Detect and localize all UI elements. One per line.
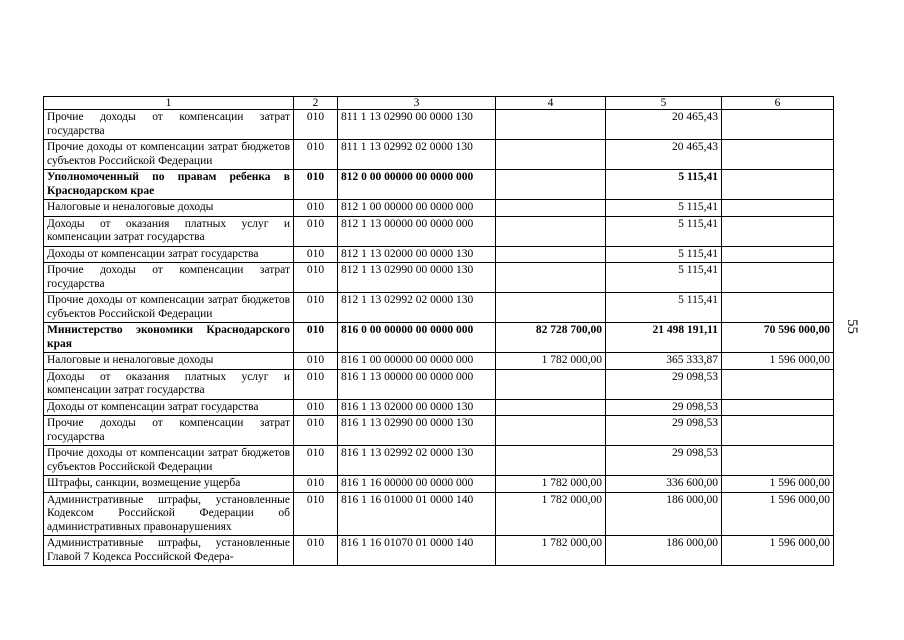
row-col4-cell — [496, 170, 606, 200]
row-col4-cell: 1 782 000,00 — [496, 536, 606, 566]
row-code-cell: 010 — [294, 446, 338, 476]
row-col5-cell: 20 465,43 — [606, 140, 722, 170]
row-code-cell: 010 — [294, 416, 338, 446]
row-name-cell: Прочие доходы от компенсации затрат бюджетов субъектов Российской Федерации — [44, 140, 294, 170]
row-col4-cell — [496, 293, 606, 323]
row-code-cell: 010 — [294, 263, 338, 293]
row-name-cell: Налоговые и неналоговые доходы — [44, 353, 294, 370]
row-name-cell: Административные штрафы, установленные Главой 7 Кодекса Российской Федера- — [44, 536, 294, 566]
row-col4-cell — [496, 246, 606, 263]
row-code-cell: 010 — [294, 216, 338, 246]
row-col4-cell: 82 728 700,00 — [496, 323, 606, 353]
row-kbk-cell: 816 1 16 01000 01 0000 140 — [338, 492, 496, 536]
row-col4-cell — [496, 399, 606, 416]
row-code-cell: 010 — [294, 110, 338, 140]
row-kbk-cell: 812 1 00 00000 00 0000 000 — [338, 200, 496, 217]
table-row — [44, 140, 834, 170]
row-col5-cell: 29 098,53 — [606, 399, 722, 416]
row-name-cell: Министерство экономики Краснодарского края — [44, 323, 294, 353]
row-col5-cell: 186 000,00 — [606, 492, 722, 536]
row-col4-cell — [496, 263, 606, 293]
row-code-cell: 010 — [294, 170, 338, 200]
row-name-cell: Доходы от оказания платных услуг и компенсации затрат государства — [44, 216, 294, 246]
table-row — [44, 536, 834, 566]
table-row — [44, 416, 834, 446]
row-col4-cell: 1 782 000,00 — [496, 492, 606, 536]
row-col6-cell — [722, 263, 834, 293]
row-code-cell: 010 — [294, 200, 338, 217]
row-col5-cell: 29 098,53 — [606, 416, 722, 446]
row-col6-cell — [722, 110, 834, 140]
row-col4-cell: 1 782 000,00 — [496, 353, 606, 370]
row-kbk-cell: 816 1 13 02992 02 0000 130 — [338, 446, 496, 476]
row-col4-cell — [496, 216, 606, 246]
row-col4-cell — [496, 369, 606, 399]
row-kbk-cell: 816 1 00 00000 00 0000 000 — [338, 353, 496, 370]
row-kbk-cell: 812 1 13 02000 00 0000 130 — [338, 246, 496, 263]
row-col5-cell: 21 498 191,11 — [606, 323, 722, 353]
row-code-cell: 010 — [294, 246, 338, 263]
table-row — [44, 353, 834, 370]
row-kbk-cell: 816 1 13 00000 00 0000 000 — [338, 369, 496, 399]
row-code-cell: 010 — [294, 323, 338, 353]
row-kbk-cell: 816 1 16 00000 00 0000 000 — [338, 476, 496, 493]
row-kbk-cell: 811 1 13 02992 02 0000 130 — [338, 140, 496, 170]
row-col4-cell — [496, 446, 606, 476]
row-col5-cell: 336 600,00 — [606, 476, 722, 493]
table-row — [44, 246, 834, 263]
row-kbk-cell: 811 1 13 02990 00 0000 130 — [338, 110, 496, 140]
row-col6-cell — [722, 369, 834, 399]
table-row — [44, 369, 834, 399]
row-code-cell: 010 — [294, 293, 338, 323]
row-col5-cell: 186 000,00 — [606, 536, 722, 566]
table-row — [44, 170, 834, 200]
column-header: 4 — [496, 97, 606, 110]
row-name-cell: Прочие доходы от компенсации затрат бюджетов субъектов Российской Федерации — [44, 446, 294, 476]
row-col4-cell — [496, 110, 606, 140]
row-name-cell: Доходы от компенсации затрат государства — [44, 399, 294, 416]
table-row — [44, 110, 834, 140]
table-body — [44, 110, 834, 566]
row-col5-cell: 5 115,41 — [606, 263, 722, 293]
row-name-cell: Прочие доходы от компенсации затрат государства — [44, 416, 294, 446]
table-row — [44, 492, 834, 536]
row-col5-cell: 5 115,41 — [606, 170, 722, 200]
row-col6-cell: 1 596 000,00 — [722, 476, 834, 493]
header-row — [44, 97, 834, 110]
row-kbk-cell: 812 1 13 02992 02 0000 130 — [338, 293, 496, 323]
row-col5-cell: 5 115,41 — [606, 200, 722, 217]
row-col6-cell — [722, 416, 834, 446]
row-kbk-cell: 816 1 13 02990 00 0000 130 — [338, 416, 496, 446]
table-row — [44, 200, 834, 217]
page-number: 55 — [844, 319, 860, 334]
row-code-cell: 010 — [294, 353, 338, 370]
row-code-cell: 010 — [294, 536, 338, 566]
row-col6-cell — [722, 216, 834, 246]
table-row — [44, 446, 834, 476]
row-col5-cell: 29 098,53 — [606, 446, 722, 476]
column-header: 1 — [44, 97, 294, 110]
table-row — [44, 293, 834, 323]
row-kbk-cell: 816 1 16 01070 01 0000 140 — [338, 536, 496, 566]
row-col6-cell: 70 596 000,00 — [722, 323, 834, 353]
row-kbk-cell: 816 0 00 00000 00 0000 000 — [338, 323, 496, 353]
row-name-cell: Уполномоченный по правам ребенка в Краснодарском крае — [44, 170, 294, 200]
row-col6-cell — [722, 293, 834, 323]
row-col5-cell: 29 098,53 — [606, 369, 722, 399]
row-name-cell: Доходы от компенсации затрат государства — [44, 246, 294, 263]
row-kbk-cell: 812 1 13 02990 00 0000 130 — [338, 263, 496, 293]
row-name-cell: Прочие доходы от компенсации затрат бюджетов субъектов Российской Федерации — [44, 293, 294, 323]
column-header: 2 — [294, 97, 338, 110]
row-kbk-cell: 816 1 13 02000 00 0000 130 — [338, 399, 496, 416]
row-col6-cell — [722, 200, 834, 217]
row-col6-cell: 1 596 000,00 — [722, 492, 834, 536]
row-col5-cell: 5 115,41 — [606, 216, 722, 246]
row-col6-cell: 1 596 000,00 — [722, 353, 834, 370]
budget-table — [43, 96, 834, 566]
row-col5-cell: 365 333,87 — [606, 353, 722, 370]
table-row — [44, 476, 834, 493]
row-col4-cell — [496, 140, 606, 170]
column-header: 5 — [606, 97, 722, 110]
row-name-cell: Прочие доходы от компенсации затрат государства — [44, 110, 294, 140]
row-col4-cell — [496, 416, 606, 446]
row-col5-cell: 5 115,41 — [606, 293, 722, 323]
row-col5-cell: 20 465,43 — [606, 110, 722, 140]
row-kbk-cell: 812 0 00 00000 00 0000 000 — [338, 170, 496, 200]
table-row — [44, 263, 834, 293]
row-col4-cell — [496, 200, 606, 217]
row-name-cell: Штрафы, санкции, возмещение ущерба — [44, 476, 294, 493]
row-col6-cell — [722, 246, 834, 263]
column-header: 3 — [338, 97, 496, 110]
row-col6-cell — [722, 399, 834, 416]
row-code-cell: 010 — [294, 492, 338, 536]
row-code-cell: 010 — [294, 369, 338, 399]
table-row — [44, 323, 834, 353]
row-col6-cell — [722, 446, 834, 476]
column-header: 6 — [722, 97, 834, 110]
row-name-cell: Доходы от оказания платных услуг и компенсации затрат государства — [44, 369, 294, 399]
row-name-cell: Прочие доходы от компенсации затрат государства — [44, 263, 294, 293]
row-kbk-cell: 812 1 13 00000 00 0000 000 — [338, 216, 496, 246]
row-col6-cell — [722, 170, 834, 200]
row-col4-cell: 1 782 000,00 — [496, 476, 606, 493]
row-col6-cell — [722, 140, 834, 170]
row-name-cell: Налоговые и неналоговые доходы — [44, 200, 294, 217]
row-name-cell: Административные штрафы, установленные Кодексом Российской Федерации об административных правонарушениях — [44, 492, 294, 536]
row-code-cell: 010 — [294, 476, 338, 493]
row-code-cell: 010 — [294, 399, 338, 416]
row-col6-cell: 1 596 000,00 — [722, 536, 834, 566]
row-col5-cell: 5 115,41 — [606, 246, 722, 263]
row-code-cell: 010 — [294, 140, 338, 170]
table-row — [44, 216, 834, 246]
table-row — [44, 399, 834, 416]
